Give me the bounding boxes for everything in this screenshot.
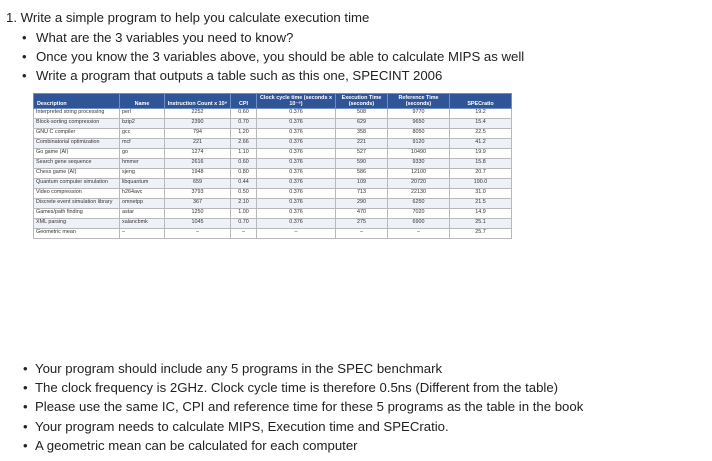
cell-instruction-count: 1948 — [165, 169, 231, 179]
header-specratio: SPECratio — [450, 94, 512, 109]
cell-description: XML parsing — [34, 219, 120, 229]
cell-reference-time: 10490 — [388, 149, 450, 159]
table-row — [34, 179, 512, 189]
list-item — [23, 359, 583, 378]
cell-instruction-count: 2252 — [165, 109, 231, 119]
specint-table-figure — [33, 93, 511, 239]
cell-description: Go game (AI) — [34, 149, 120, 159]
cell-instruction-count: 2616 — [165, 159, 231, 169]
cell-specratio: 14.9 — [450, 209, 512, 219]
cell-specratio: 15.4 — [450, 119, 512, 129]
subitem — [22, 29, 294, 46]
header-name: Name — [120, 94, 165, 109]
cell-specratio: 21.5 — [450, 199, 512, 209]
cell-clock-cycle-time: 0.376 — [257, 219, 336, 229]
cell-cpi: 0.50 — [231, 189, 257, 199]
cell-name: gcc — [120, 129, 165, 139]
cell-specratio: 20.7 — [450, 169, 512, 179]
cell-name: xalancbmk — [120, 219, 165, 229]
cell-reference-time: 20720 — [388, 179, 450, 189]
cell-instruction-count: 1045 — [165, 219, 231, 229]
cell-description: Chess game (AI) — [34, 169, 120, 179]
header-instruction-count: Instruction Count x 10⁹ — [165, 94, 231, 109]
cell-cpi: 0.80 — [231, 169, 257, 179]
cell-clock-cycle-time: 0.376 — [257, 139, 336, 149]
cell-name: bzip2 — [120, 119, 165, 129]
cell-reference-time: 9770 — [388, 109, 450, 119]
list-item-text: Your program needs to calculate MIPS, Execution time and SPECratio. — [35, 418, 449, 434]
cell-name: libquantum — [120, 179, 165, 189]
cell-execution-time: 508 — [336, 109, 388, 119]
cell-description: Discrete event simulation library — [34, 199, 120, 209]
cell-name: hmmer — [120, 159, 165, 169]
cell-specratio: 15.8 — [450, 159, 512, 169]
cell-description: Games/path finding — [34, 209, 120, 219]
table-row — [34, 199, 512, 209]
cell-execution-time: 290 — [336, 199, 388, 209]
cell-clock-cycle-time: 0.376 — [257, 109, 336, 119]
list-item — [23, 397, 583, 416]
cell-name: sjeng — [120, 169, 165, 179]
cell-instruction-count: 221 — [165, 139, 231, 149]
cell-description: Interpreted string processing — [34, 109, 120, 119]
cell-execution-time: 629 — [336, 119, 388, 129]
header-description: Description — [34, 94, 120, 109]
cell-reference-time: 9120 — [388, 139, 450, 149]
cell-description: Combinatorial optimization — [34, 139, 120, 149]
header-cpi: CPI — [231, 94, 257, 109]
subitem — [22, 67, 443, 84]
cell-clock-cycle-time: 0.376 — [257, 119, 336, 129]
list-item — [23, 417, 583, 436]
header-clock-cycle-time: Clock cycle time (seconds x 10⁻⁹) — [257, 94, 336, 109]
cell-execution-time: 470 — [336, 209, 388, 219]
cell-description: GNU C compiler — [34, 129, 120, 139]
cell-description: Quantum computer simulation — [34, 179, 120, 189]
list-item-text: Please use the same IC, CPI and reference time for these 5 programs as the table in the book — [35, 399, 584, 415]
cell-name: omnetpp — [120, 199, 165, 209]
cell-reference-time: 9650 — [388, 119, 450, 129]
table-row — [34, 159, 512, 169]
cell-execution-time: 527 — [336, 149, 388, 159]
cell-cpi: 1.10 — [231, 149, 257, 159]
bullet-dot-icon: • — [22, 49, 27, 64]
table-body — [34, 109, 512, 239]
cell-specratio: 41.2 — [450, 139, 512, 149]
cell-name: h264avc — [120, 189, 165, 199]
cell-specratio: 31.0 — [450, 189, 512, 199]
list-item-text: A geometric mean can be calculated for each computer — [35, 437, 358, 453]
cell-cpi: 2.66 — [231, 139, 257, 149]
cell-specratio: 25.1 — [450, 219, 512, 229]
bullet-dot-icon: • — [22, 68, 27, 83]
header-reference-time: Reference Time (seconds) — [388, 94, 450, 109]
cell-clock-cycle-time: 0.376 — [257, 179, 336, 189]
cell-clock-cycle-time: 0.376 — [257, 129, 336, 139]
cell-reference-time: 12100 — [388, 169, 450, 179]
cell-execution-time: 590 — [336, 159, 388, 169]
table-row — [34, 169, 512, 179]
cell-execution-time: 275 — [336, 219, 388, 229]
cell-clock-cycle-time: – — [257, 229, 336, 239]
bullet-dot-icon: • — [23, 380, 28, 396]
subitem-text: Once you know the 3 variables above, you should be able to calculate MIPS as well — [36, 49, 525, 64]
cell-cpi: 1.00 — [231, 209, 257, 219]
cell-description: Search gene sequence — [34, 159, 120, 169]
cell-cpi: 0.60 — [231, 159, 257, 169]
table-row — [34, 149, 512, 159]
cell-execution-time: 713 — [336, 189, 388, 199]
cell-reference-time: 22130 — [388, 189, 450, 199]
cell-instruction-count: 367 — [165, 199, 231, 209]
cell-clock-cycle-time: 0.376 — [257, 199, 336, 209]
cell-instruction-count: 659 — [165, 179, 231, 189]
table-row — [34, 109, 512, 119]
cell-specratio: 19.2 — [450, 109, 512, 119]
cell-instruction-count: 794 — [165, 129, 231, 139]
cell-clock-cycle-time: 0.376 — [257, 189, 336, 199]
cell-name: go — [120, 149, 165, 159]
cell-instruction-count: 3793 — [165, 189, 231, 199]
list-item-text: Your program should include any 5 programs in the SPEC benchmark — [35, 361, 443, 376]
cell-cpi: – — [231, 229, 257, 239]
cell-reference-time: 9330 — [388, 159, 450, 169]
list-item — [23, 436, 583, 455]
cell-instruction-count: 1274 — [165, 149, 231, 159]
table-row — [34, 219, 512, 229]
cell-execution-time: 221 — [336, 139, 388, 149]
cell-cpi: 1.20 — [231, 129, 257, 139]
cell-cpi: 0.44 — [231, 179, 257, 189]
table-row — [34, 129, 512, 139]
bullet-dot-icon: • — [23, 437, 28, 453]
cell-execution-time: 358 — [336, 129, 388, 139]
cell-specratio: 190.0 — [450, 179, 512, 189]
cell-reference-time: 8050 — [388, 129, 450, 139]
cell-specratio: 19.9 — [450, 149, 512, 159]
cell-specratio: 25.7 — [450, 229, 512, 239]
cell-cpi: 2.10 — [231, 199, 257, 209]
cell-name: astar — [120, 209, 165, 219]
cell-name: mcf — [120, 139, 165, 149]
cell-instruction-count: 1250 — [165, 209, 231, 219]
table-row — [34, 119, 512, 129]
cell-execution-time: – — [336, 229, 388, 239]
cell-cpi: 0.60 — [231, 109, 257, 119]
specint-table — [33, 93, 512, 239]
cell-clock-cycle-time: 0.376 — [257, 159, 336, 169]
cell-description: Block-sorting compression — [34, 119, 120, 129]
cell-description: Video compression — [34, 189, 120, 199]
question-title: 1. Write a simple program to help you calculate execution time — [6, 10, 370, 25]
cell-name: perl — [120, 109, 165, 119]
table-row — [34, 229, 512, 239]
cell-reference-time: 6900 — [388, 219, 450, 229]
table-header-row — [34, 94, 512, 109]
subitem-text: Write a program that outputs a table such as this one, SPECINT 2006 — [36, 68, 443, 83]
list-item — [23, 378, 583, 397]
cell-cpi: 0.70 — [231, 219, 257, 229]
subitem — [22, 48, 525, 65]
cell-clock-cycle-time: 0.376 — [257, 209, 336, 219]
cell-reference-time: – — [388, 229, 450, 239]
cell-execution-time: 586 — [336, 169, 388, 179]
table-row — [34, 139, 512, 149]
cell-cpi: 0.70 — [231, 119, 257, 129]
table-row — [34, 189, 512, 199]
header-execution-time: Execution Time (seconds) — [336, 94, 388, 109]
requirements-list — [23, 359, 583, 455]
cell-reference-time: 6250 — [388, 199, 450, 209]
cell-instruction-count: – — [165, 229, 231, 239]
cell-clock-cycle-time: 0.376 — [257, 149, 336, 159]
cell-clock-cycle-time: 0.376 — [257, 169, 336, 179]
subitem-text: What are the 3 variables you need to know? — [36, 30, 294, 45]
cell-instruction-count: 2390 — [165, 119, 231, 129]
bullet-dot-icon: • — [23, 418, 28, 434]
cell-description: Geometric mean — [34, 229, 120, 239]
cell-reference-time: 7020 — [388, 209, 450, 219]
bullet-dot-icon: • — [22, 30, 27, 45]
cell-specratio: 22.5 — [450, 129, 512, 139]
bullet-dot-icon: • — [23, 361, 28, 376]
cell-execution-time: 109 — [336, 179, 388, 189]
bullet-dot-icon: • — [23, 399, 28, 415]
table-row — [34, 209, 512, 219]
list-item-text: The clock frequency is 2GHz. Clock cycle time is therefore 0.5ns (Different from the table) — [35, 380, 559, 396]
cell-name: – — [120, 229, 165, 239]
